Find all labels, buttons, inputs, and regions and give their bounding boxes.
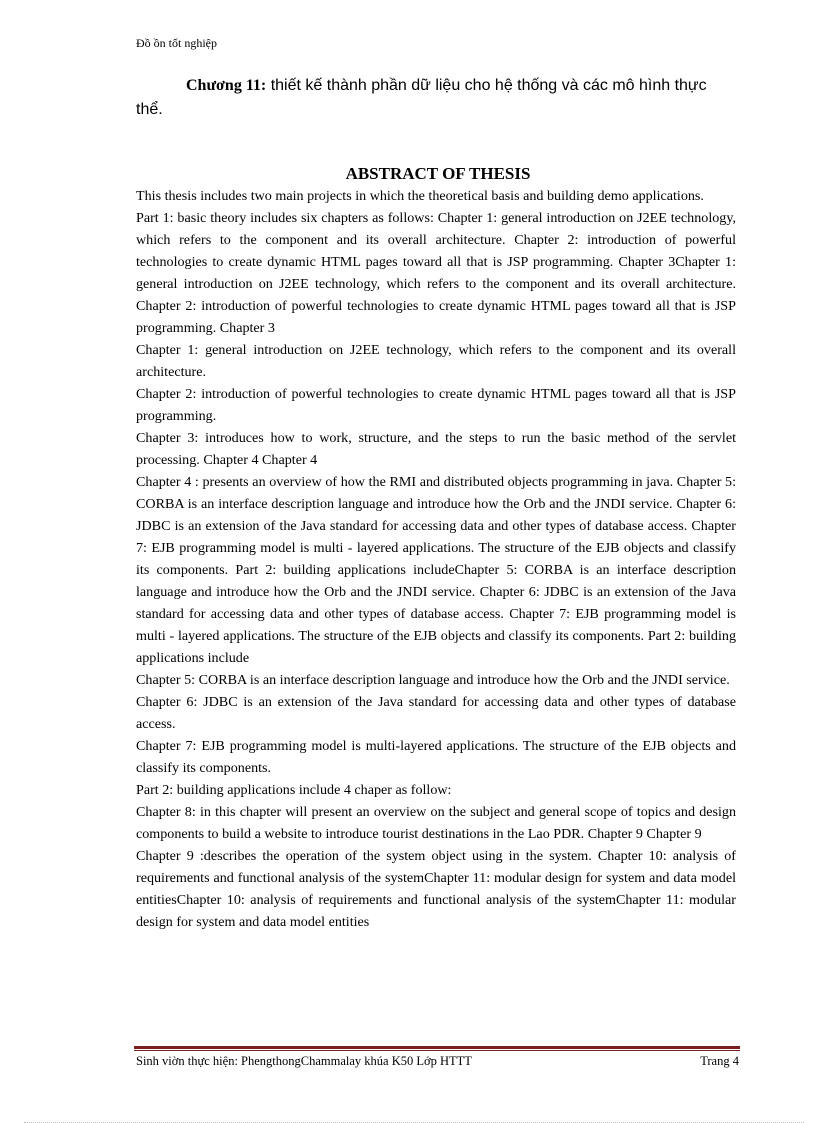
paragraph: Chapter 4 : presents an overview of how the RMI and distributed objects programming in java. Chapter 5: CORBA is an interface description language and introduce how the Orb and the JNDI service. Chapter 6: JDBC is an extension of the Java standard for accessing data and other types of database access. Chapter 7: EJB programming model is multi - layered applications. The structure of the EJB objects and classify its components. Part 2: building applications includeChapter 5: CORBA is an interface description language and introduce how the Orb and the JNDI service. Chapter 6: JDBC is an extension of the Java standard for accessing data and other types of database access. Chapter 7: EJB programming model is multi - layered applications. The structure of the EJB objects and classify its components. Part 2: building applications include [136, 474, 736, 666]
chapter-11-label: Chương 11: [186, 77, 267, 94]
paragraph: Chapter 9 :describes the operation of the system object using in the system. Chapter 10: analysis of requirements and functional analysis of the systemChapter 11: modular design for system and data model entitiesChapter 10: analysis of requirements and functional analysis of the systemChapter 11: modular design for system and data model entities [136, 848, 736, 930]
paragraph: Chapter 7: EJB programming model is multi-layered applications. The structure of the EJB objects and classify its components. [136, 738, 736, 776]
paragraph: Chapter 8: in this chapter will present an overview on the subject and general scope of topics and design components to build a website to introduce tourist destinations in the Lao PDR. Chapter 9 Chapter 9 [136, 804, 736, 842]
abstract-body [136, 185, 736, 933]
page-header: Đồ ồn tốt nghiệp [136, 36, 217, 50]
paragraph: Chapter 2: introduction of powerful technologies to create dynamic HTML pages toward all that is JSP programming. [136, 386, 736, 424]
paragraph: Part 1: basic theory includes six chapters as follows: Chapter 1: general introduction on J2EE technology, which refers to the component and its overall architecture. Chapter 2: introduction of powerful technologies to create dynamic HTML pages toward all that is JSP programming. Chapter 3Chapter 1: general introduction on J2EE technology, which refers to the component and its overall architecture. Chapter 2: introduction of powerful technologies to create dynamic HTML pages toward all that is JSP programming. Chapter 3 [136, 210, 736, 336]
footer-divider [134, 1046, 740, 1049]
paragraph: Chapter 5: CORBA is an interface description language and introduce how the Orb and the JNDI service. [136, 672, 730, 688]
paragraph: This thesis includes two main projects in which the theoretical basis and building demo applications. [136, 188, 704, 204]
paragraph: Chapter 1: general introduction on J2EE technology, which refers to the component and its overall architecture. [136, 342, 736, 380]
paragraph: Chapter 3: introduces how to work, structure, and the steps to run the basic method of the servlet processing. Chapter 4 Chapter 4 [136, 430, 736, 468]
footer-divider-thin [134, 1050, 740, 1051]
page-footer [136, 1054, 739, 1069]
paragraph: Chapter 6: JDBC is an extension of the Java standard for accessing data and other types of database access. [136, 694, 736, 732]
footer-student: Sinh viờn thực hiện: PhengthongChammalay khúa K50 Lớp HTTT [136, 1054, 472, 1068]
page-number: Trang 4 [700, 1054, 739, 1068]
chapter-11-intro [136, 74, 736, 122]
chapter-11-text: thiết kế thành phần dữ liệu cho hệ thống và các mô hình thực thể. [136, 77, 707, 118]
abstract-title: ABSTRACT OF THESIS [345, 164, 531, 183]
paragraph: Part 2: building applications include 4 chaper as follow: [136, 782, 452, 798]
